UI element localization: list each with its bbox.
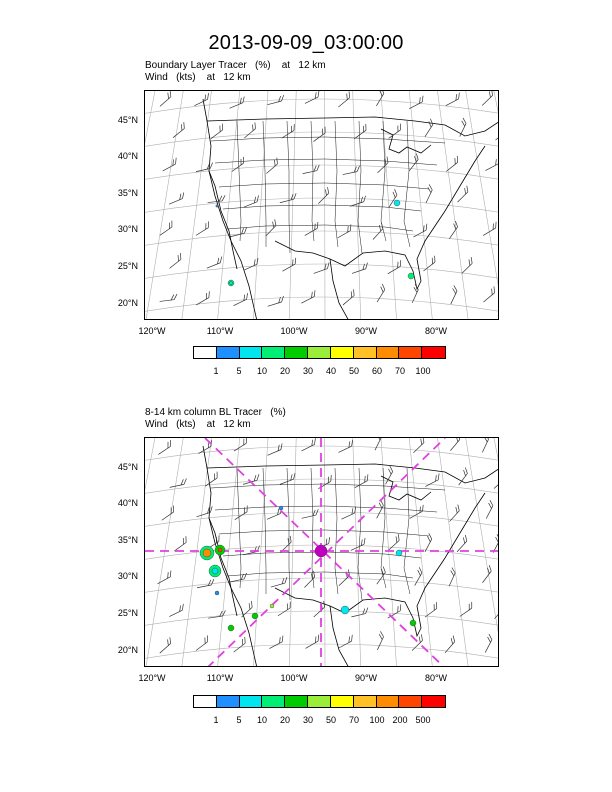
colorbar-label: 500 xyxy=(415,715,431,725)
latitude-label: 30°N xyxy=(117,571,138,581)
colorbar-label: 50 xyxy=(325,715,336,725)
colorbar-swatch xyxy=(399,347,422,358)
colorbar-label: 30 xyxy=(302,715,313,725)
colorbar-label: 200 xyxy=(392,715,408,725)
colorbar-label: 10 xyxy=(256,366,267,376)
colorbar-label: 70 xyxy=(394,366,405,376)
colorbar-label: 1 xyxy=(213,715,219,725)
colorbar-label: 30 xyxy=(302,366,313,376)
colorbar-label: 100 xyxy=(415,366,431,376)
colorbar-swatch xyxy=(217,347,240,358)
colorbar-label: 70 xyxy=(348,715,359,725)
latitude-label: 40°N xyxy=(117,151,138,161)
colorbar-swatch xyxy=(285,347,308,358)
colorbar-swatch xyxy=(262,347,285,358)
longitude-label: 90°W xyxy=(354,673,378,683)
panel-2-title-line-2: Wind (kts) at 12 km xyxy=(145,419,251,430)
panel-1-map xyxy=(144,90,499,320)
colorbar-swatch xyxy=(354,347,377,358)
colorbar-swatch xyxy=(399,696,422,707)
map-canvas xyxy=(145,438,499,667)
main-title: 2013-09-09_03:00:00 xyxy=(208,32,404,54)
panel-1-title-line-1: Boundary Layer Tracer (%) at 12 km xyxy=(145,60,326,71)
colorbar-swatch xyxy=(354,696,377,707)
colorbar-swatch xyxy=(285,696,308,707)
panel-1-title-line-2: Wind (kts) at 12 km xyxy=(145,72,251,83)
colorbar-swatch xyxy=(240,347,263,358)
colorbar-swatch xyxy=(308,696,331,707)
longitude-label: 100°W xyxy=(280,326,308,336)
panel-2-title-line-1: 8-14 km column BL Tracer (%) xyxy=(145,407,286,418)
longitude-label: 80°W xyxy=(424,326,448,336)
panel-1-colorbar xyxy=(193,346,446,359)
colorbar-swatch xyxy=(422,696,445,707)
latitude-label: 25°N xyxy=(117,261,138,271)
longitude-label: 80°W xyxy=(424,673,448,683)
colorbar-label: 20 xyxy=(279,715,290,725)
longitude-label: 110°W xyxy=(206,673,234,683)
longitude-label: 100°W xyxy=(280,673,308,683)
state-boundaries xyxy=(211,121,445,253)
colorbar-label: 100 xyxy=(369,715,385,725)
colorbar-label: 20 xyxy=(279,366,290,376)
colorbar-label: 40 xyxy=(325,366,336,376)
latitude-label: 35°N xyxy=(117,188,138,198)
colorbar-label: 10 xyxy=(256,715,267,725)
longitude-label: 110°W xyxy=(206,326,234,336)
colorbar-swatch xyxy=(331,347,354,358)
colorbar-label: 50 xyxy=(348,366,359,376)
colorbar-swatch xyxy=(240,696,263,707)
colorbar-label: 5 xyxy=(236,366,242,376)
colorbar-swatch xyxy=(377,696,400,707)
latitude-label: 20°N xyxy=(117,298,138,308)
colorbar-label: 1 xyxy=(213,366,219,376)
longitude-label: 120°W xyxy=(138,673,166,683)
wind-barbs xyxy=(155,438,499,653)
latitude-label: 30°N xyxy=(117,224,138,234)
latitude-label: 45°N xyxy=(117,462,138,472)
panel-2-map xyxy=(144,437,499,667)
colorbar-swatch xyxy=(194,696,217,707)
colorbar-swatch xyxy=(422,347,445,358)
colorbar-swatch xyxy=(217,696,240,707)
colorbar-swatch xyxy=(331,696,354,707)
latitude-label: 35°N xyxy=(117,535,138,545)
colorbar-swatch xyxy=(308,347,331,358)
panel-2-colorbar xyxy=(193,695,446,708)
latitude-label: 25°N xyxy=(117,608,138,618)
latitude-label: 45°N xyxy=(117,115,138,125)
longitude-label: 90°W xyxy=(354,326,378,336)
map-canvas xyxy=(145,91,499,320)
longitude-label: 120°W xyxy=(138,326,166,336)
colorbar-label: 5 xyxy=(236,715,242,725)
colorbar-swatch xyxy=(377,347,400,358)
colorbar-swatch xyxy=(194,347,217,358)
state-boundaries xyxy=(211,468,445,600)
colorbar-swatch xyxy=(262,696,285,707)
latitude-label: 20°N xyxy=(117,645,138,655)
colorbar-label: 60 xyxy=(371,366,382,376)
latitude-label: 40°N xyxy=(117,498,138,508)
